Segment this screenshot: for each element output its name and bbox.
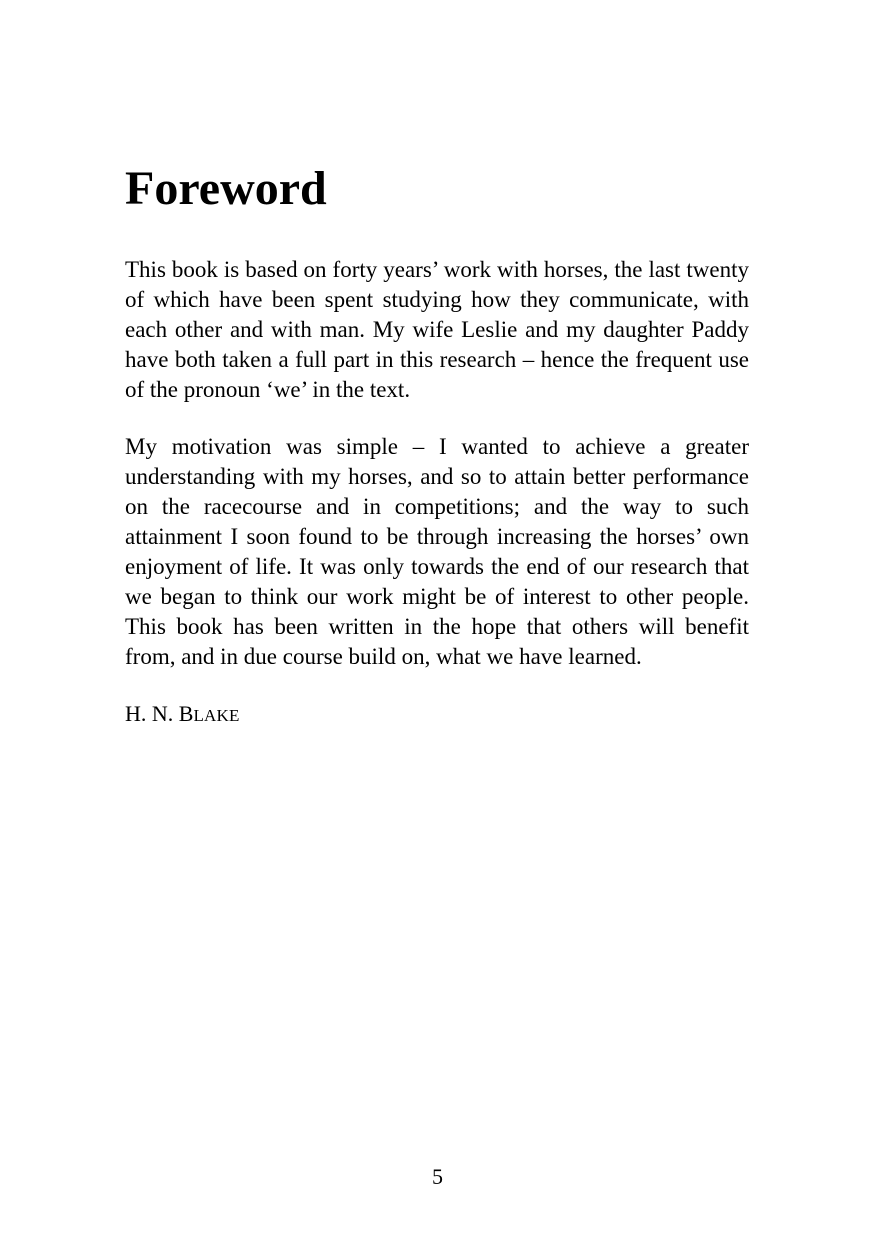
- page-title: Foreword: [125, 162, 327, 215]
- page-content: [125, 160, 749, 731]
- author-signature: [125, 699, 749, 731]
- body-text: [125, 255, 749, 672]
- signature-initials: H. N. B: [125, 701, 194, 726]
- page-number: 5: [432, 1164, 443, 1189]
- paragraph-2: My motivation was simple – I wanted to achieve a greater understanding with my horses, and so to attain better performance on the racecourse and in competitions; and the way to such attainment I soon found to be through increasing the horses’ own enjoyment of life. It was only towards the end of our research that we began to think our work might be of interest to other people. This book has been written in the hope that others will benefit from, and in due course build on, what we have learned.: [125, 434, 749, 669]
- paragraph-1: This book is based on forty years’ work with horses, the last twenty of which have been spent studying how they communicate, with each other and with man. My wife Leslie and my daughter Paddy have both taken a full part in this research – hence the frequent use of the pronoun ‘we’ in the text.: [125, 257, 749, 402]
- signature-surname: LAKE: [193, 706, 240, 725]
